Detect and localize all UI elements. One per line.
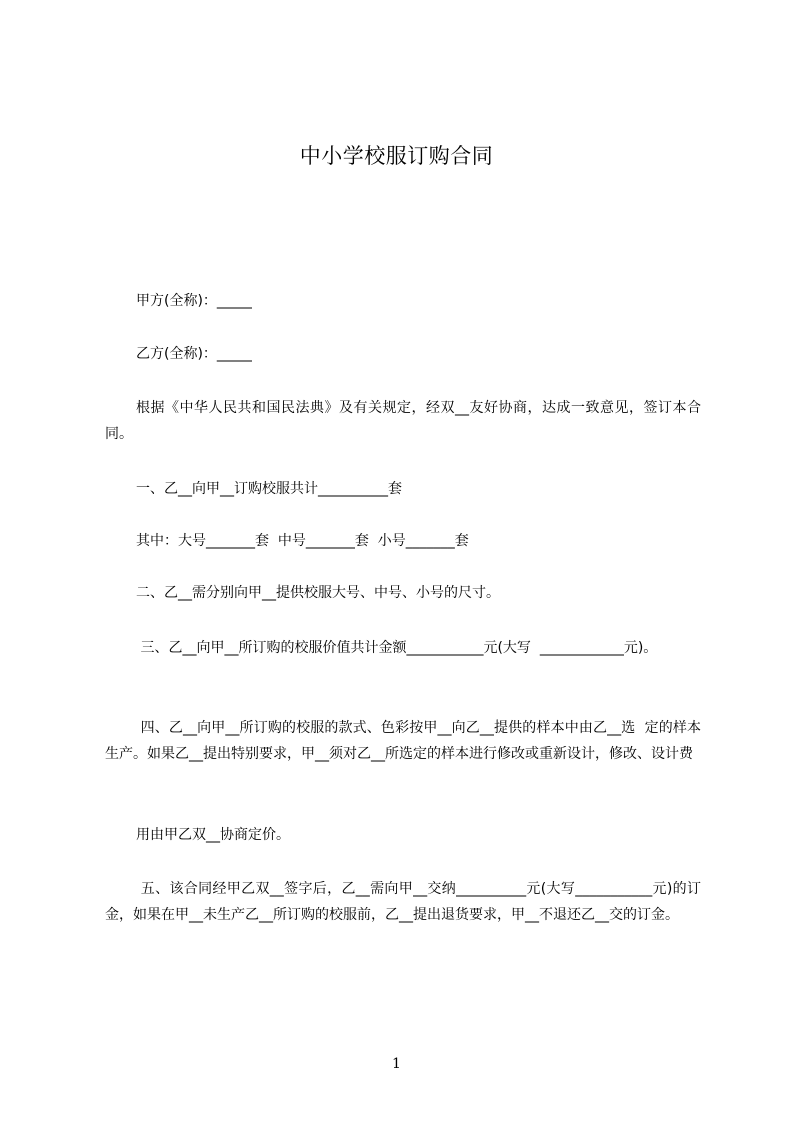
clause-5-paragraph: 五、该合同经甲乙双__签字后，乙__需向甲__交纳__________元(大写___________元)的订金，如果在甲__未生产乙__所订购的校服前，乙__提出退货要求，甲__不退还乙__交的订金。 [105,881,701,923]
party-a-line: 甲方(全称)：_____ [136,293,252,309]
page-number: 1 [392,1056,401,1072]
party-b-line: 乙方(全称)：_____ [136,346,252,362]
clause-4-paragraph: 四、乙__向甲__所订购的校服的款式、色彩按甲__向乙__提供的样本中由乙__选 定的样本生产。如果乙__提出特别要求，甲__须对乙__所选定的样本进行修改或重新设计，修改、设计费 [105,720,701,762]
clause-4-continuation: 用由甲乙双__协商定价。 [136,827,290,843]
clause-3-paragraph: 三、乙__向甲__所订购的校服价值共计金额___________元(大写 ____________元)。 [136,640,658,656]
clause-1-paragraph: 一、乙__向甲__订购校服共计__________套 [136,481,402,497]
clause-1-sizes-line: 其中：大号_______套 中号_______套 小号_______套 [136,533,469,549]
preamble-paragraph: 根据《中华人民共和国民法典》及有关规定，经双__友好协商，达成一致意见，签订本合同。 [105,400,701,442]
document-title: 中小学校服订购合同 [299,144,494,168]
clause-2-paragraph: 二、乙__需分别向甲__提供校服大号、中号、小号的尺寸。 [136,585,500,601]
